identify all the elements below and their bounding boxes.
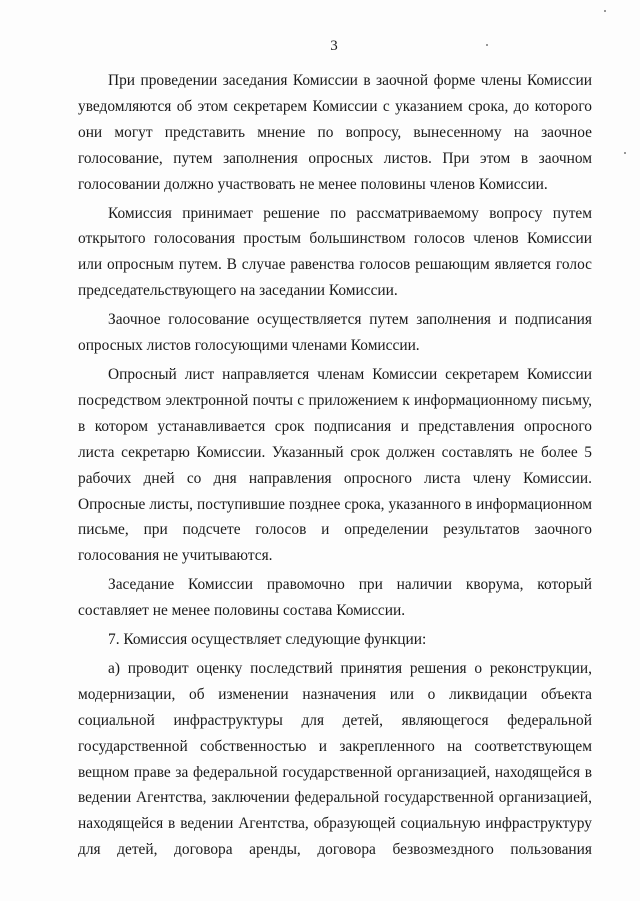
scan-speck: [624, 152, 626, 154]
scan-speck: [486, 44, 488, 46]
paragraph-questionnaire: Опросный лист направляется членам Комиссии секретарем Комиссии посредством электронной почты с приложением к информационному письму, в котором устанавливается срок подписания и представления опросного листа секретарю Комиссии. Указанный срок должен составлять не более 5 рабочих дней со дня направления опросного листа члену Комиссии. Опросные листы, поступившие позднее срока, указанного в информационном письме, при подсчете голосов и определении результатов заочного голосования не учитываются.: [78, 365, 592, 565]
paragraph-quorum: Заседание Комиссии правомочно при наличии кворума, который составляет не менее половины состава Комиссии.: [78, 576, 592, 620]
paragraph-absentee-voting: Заочное голосование осуществляется путем заполнения и подписания опросных листов голосующими членами Комиссии.: [78, 311, 592, 355]
paragraph-functions-heading: 7. Комиссия осуществляет следующие функции:: [108, 631, 427, 649]
paragraph-absentee-meeting: При проведении заседания Комиссии в заочной форме члены Комиссии уведомляются об этом секретарем Комиссии с указанием срока, до которого они могут представить мнение по вопросу, вынесенному на заочное голосование, путем заполнения опросных листов. При этом в заочном голосовании должно участвовать не менее половины членов Комиссии.: [78, 72, 592, 193]
paragraph-decision-making: Комиссия принимает решение по рассматриваемому вопросу путем открытого голосования простым большинством голосов членов Комиссии или опросным путем. В случае равенства голосов решающим является голос председательствующего на заседании Комиссии.: [78, 204, 592, 300]
document-body: [78, 68, 592, 866]
paragraph-function-a: а) проводит оценку последствий принятия решения о реконструкции, модернизации, об изменении назначения или о ликвидации объекта социальной инфраструктуры для детей, являющегося федеральной государственной собственностью и закрепленного на соответствующем вещном праве за федеральной государственной организацией, находящейся в ведении Агентства, заключении федеральной государственной организацией, находящейся в ведении Агентства, образующей социальную инфраструктуру для детей, договора аренды, договора безвозмездного пользования: [78, 659, 592, 859]
scan-speck: [604, 10, 606, 12]
page-number: 3: [330, 38, 338, 54]
